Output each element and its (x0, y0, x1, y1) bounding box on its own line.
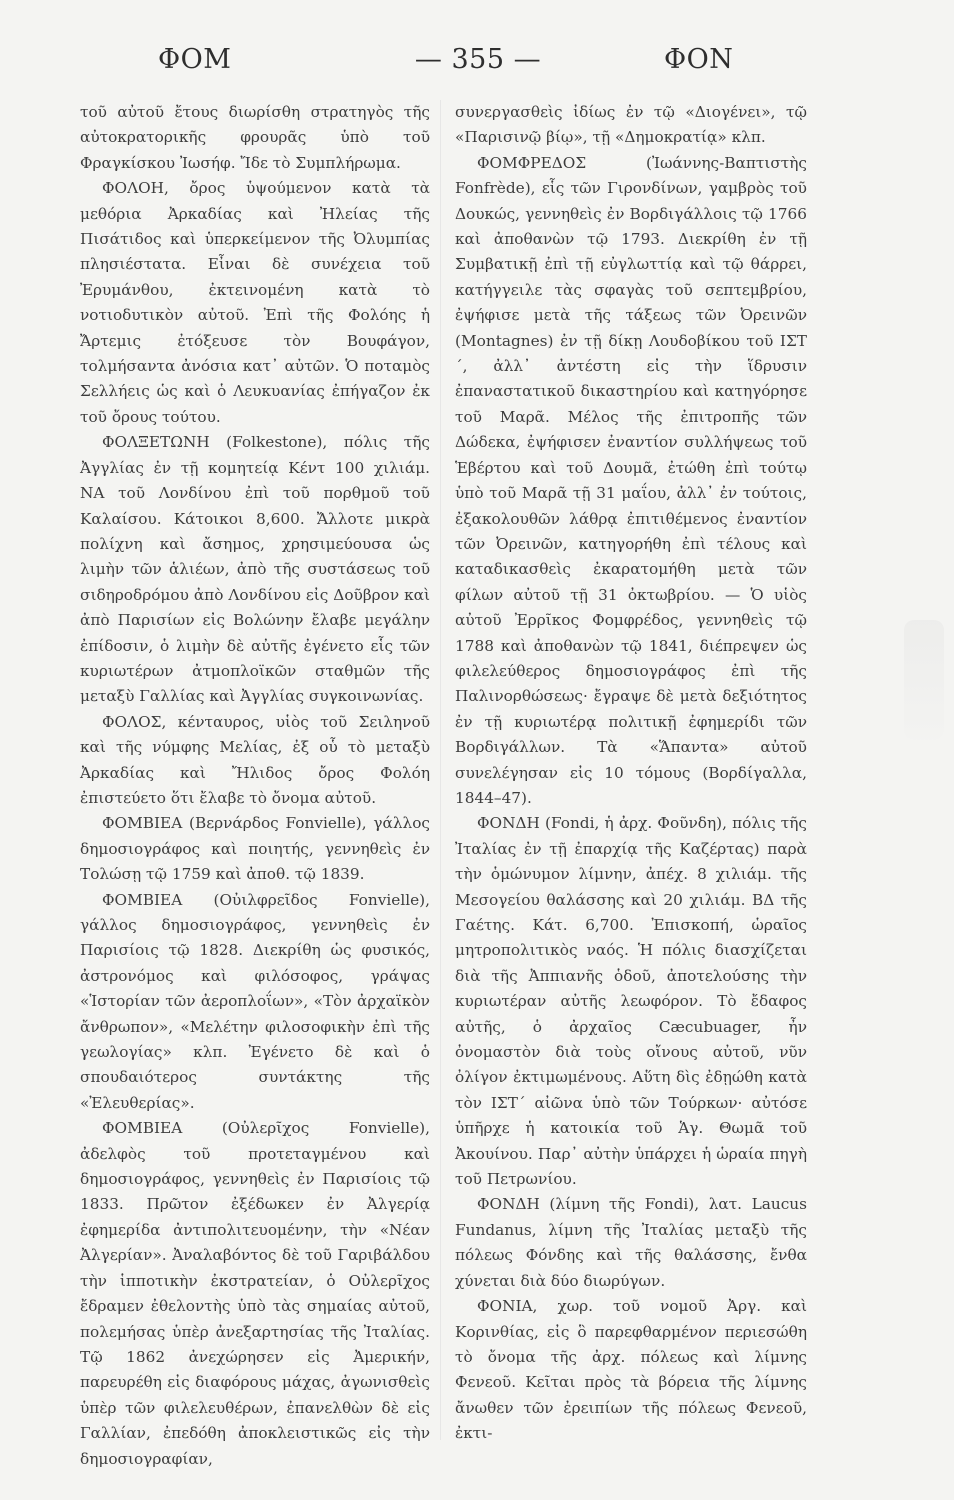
entry-folkestone: ΦΟΛΞΕΤΩΝΗ (Folkestone), πόλις τῆς Ἀγγλίας ἐν τῇ κομητείᾳ Κέντ 100 χιλιάμ. ΝΑ τοῦ Λονδίνου ἐπὶ τοῦ πορθμοῦ τοῦ Καλαίσου. Κάτοικοι 8,600. Ἄλλοτε μικρὰ πολίχνη καὶ ἄσημος, χρησιμεύουσα ὡς λιμὴν τῶν ἁλιέων, ἀπὸ τῆς συστάσεως τοῦ σιδηροδρόμου ἀπὸ Λονδίνου εἰς Δοῦβρον καὶ ἀπὸ Παρισίων εἰς Βολώνην ἔλαβε μεγάλην ἐπίδοσιν, ὁ λιμὴν δὲ αὐτῆς ἐγένετο εἷς τῶν κυριωτέρων ἀτμοπλοϊκῶν σταθμῶν τῆς μεταξὺ Γαλλίας καὶ Ἀγγλίας συγκοινωνίας. (80, 433, 430, 706)
entry-fonia: ΦΟΝΙΑ, χωρ. τοῦ νομοῦ Ἀργ. καὶ Κορινθίας, εἰς ὃ παρεφθαρμένον περιεσώθη τὸ ὄνομα τῆς ἀρχ. πόλεως καὶ λίμνης Φενεοῦ. Κεῖται πρὸς τὰ βόρεια τῆς λίμνης ἄνωθεν τῶν ἐρειπίων τῆς πόλεως Φενεοῦ, ἐκτι- (455, 1297, 807, 1443)
page-number: — 355 — (414, 44, 542, 75)
entry-foloi: ΦΟΛΟΗ, ὄρος ὑψούμενον κατὰ τὰ μεθόρια Ἀρκαδίας καὶ Ἠλείας τῆς Πισάτιδος καὶ ὑπερκείμενον τῆς Ὀλυμπίας πλησιέστατα. Εἶναι δὲ συνέχεια τοῦ Ἐρυμάνθου, ἐκτεινομένη κατὰ τὸ νοτιοδυτικὸν αὐτοῦ. Ἐπὶ τῆς Φολόης ἡ Ἄρτεμις ἐτόξευσε τὸν Βουφάγον, τολμήσαντα ἀνόσια κατ᾽ αὐτῶν. Ὁ ποταμὸς Σελλήεις ὡς καὶ ὁ Λευκυανίας ἐπήγαζον ἐκ τοῦ ὄρους τούτου. (80, 179, 430, 426)
header-left-guideword: ΦΟΜ (158, 44, 232, 75)
entry-fonfrede: ΦΟΜΦΡΕΔΟΣ (Ἰωάννης-Βαπτιστὴς Fonfrède), εἷς τῶν Γιρονδίνων, γαμβρὸς τοῦ Δουκώς, γεννηθεὶς ἐν Βορδιγάλλοις τῷ 1766 καὶ ἀποθανὼν τῷ 1793. Διεκρίθη ἐν τῇ Συμβατικῇ ἐπὶ τῇ εὐγλωττίᾳ καὶ τῷ θάρρει, κατήγγειλε τὰς σφαγὰς τοῦ σεπτεμβρίου, ἐψήφισε μετὰ τῆς τάξεως τῶν Ὀρεινῶν (Montagnes) ἐν τῇ δίκῃ Λουδοβίκου τοῦ ΙΣΤ´, ἀλλ᾽ ἀντέστη εἰς τὴν ἵδρυσιν ἐπαναστατικοῦ δικαστηρίου καὶ κατηγόρησε τοῦ Μαρᾶ. Μέλος τῆς ἐπιτροπῆς τῶν Δώδεκα, ἐψήφισεν ἐναντίον συλλήψεως τοῦ Ἑβέρτου καὶ τοῦ Δουμᾶ, ἐτώθη ἐπὶ τούτῳ ὑπὸ τοῦ Μαρᾶ τῇ 31 μαΐου, ἀλλ᾽ ἐν τούτοις, ἐξακολουθῶν λάθρᾳ ἐπιτιθέμενος ἐναντίον τῶν Ὀρεινῶν, κατηγορήθη ἐπὶ τέλους καὶ καταδικασθεὶς ἐκαρατομήθη μετὰ τῶν φίλων αὐτοῦ τῇ 31 ὀκτωβρίου. — Ὁ υἱὸς αὐτοῦ Ἐρρῖκος Φομφρέδος, γεννηθεὶς τῷ 1788 καὶ ἀποθανὼν τῷ 1841, διέπρεψεν ὡς φιλελεύθερος δημοσιογράφος ἐπὶ τῆς Παλινορθώσεως· ἔγραψε δὲ μετὰ δεξιότητος ἐν τῇ κυριωτέρᾳ πολιτικῇ ἐφημερίδι τῶν Βορδιγάλλων. Τὰ «Ἅπαντα» αὐτοῦ συνελέγησαν εἰς 10 τόμους (Βορδίγαλλα, 1844–47). (455, 153, 807, 807)
entry-fonvielle-ulric: ΦΟΜΒΙΕΑ (Οὐλερῖχος Fonvielle), ἀδελφὸς τοῦ προτεταγμένου καὶ δημοσιογράφος, γεννηθεὶς ἐν Παρισίοις τῷ 1833. Πρῶτον ἐξέδωκεν ἐν Ἀλγερίᾳ ἐφημερίδα ἀντιπολιτευομένην, τὴν «Νέαν Ἀλγερίαν». Ἀναλαβόντος δὲ τοῦ Γαριβάλδου τὴν ἱπποτικὴν ἐκστρατείαν, ὁ Οὐλερῖχος ἔδραμεν ἐθελοντὴς ὑπὸ τὰς σημαίας αὐτοῦ, πολεμήσας ὑπὲρ ἀνεξαρτησίας τῆς Ἰταλίας. Τῷ 1862 ἀνεχώρησεν εἰς Ἀμερικήν, παρευρέθη εἰς διαφόρους μάχας, ἀγωνισθεὶς ὑπὲρ τῶν φιλελευθέρων, ἐπανελθὼν δὲ εἰς Γαλλίαν, ἐπεδόθη ἀποκλειστικῶς εἰς τὴν δημοσιογραφίαν, (80, 1119, 430, 1468)
entry-fondi-lake: ΦΟΝΔΗ (λίμνη τῆς Fondi), λατ. Laucus Fundanus, λίμνη τῆς Ἰταλίας μεταξὺ τῆς πόλεως Φόνδης καὶ τῆς θαλάσσης, ἔνθα χύνεται διὰ δύο διωρύγων. (455, 1195, 807, 1290)
entry-fonvielle-bernard: ΦΟΜΒΙΕΑ (Βερνάρδος Fonvielle), γάλλος δημοσιογράφος καὶ ποιητής, γεννηθεὶς ἐν Τολώσῃ τῷ 1759 καὶ ἀποθ. τῷ 1839. (80, 814, 430, 884)
page-header (80, 44, 900, 88)
page-edge-shadow (904, 620, 944, 740)
right-column (455, 100, 807, 1447)
entry-continuation-right: συνεργασθεὶς ἰδίως ἐν τῷ «Διογένει», τῷ «Παρισινῷ βίῳ», τῇ «Δημοκρατίᾳ» κλπ. (455, 103, 807, 147)
column-divider (440, 100, 441, 1440)
left-column (80, 100, 430, 1472)
entry-continuation: τοῦ αὐτοῦ ἔτους διωρίσθη στρατηγὸς τῆς αὐτοκρατορικῆς φρουρᾶς ὑπὸ τοῦ Φραγκίσκου Ἰωσήφ. Ἴδε τὸ Συμπλήρωμα. (80, 103, 430, 172)
header-right-guideword: ΦΟΝ (664, 44, 734, 75)
entry-fonvielle-wilfrid: ΦΟΜΒΙΕΑ (Οὐιλφρεῖδος Fonvielle), γάλλος δημοσιογράφος, γεννηθεὶς ἐν Παρισίοις τῷ 1828. Διεκρίθη ὡς φυσικός, ἀστρονόμος καὶ φιλόσοφος, γράψας «Ἱστορίαν τῶν ἀεροπλοΐων», «Τὸν ἀρχαϊκὸν ἄνθρωπον», «Μελέτην φιλοσοφικὴν ἐπὶ τῆς γεωλογίας» κλπ. Ἐγένετο δὲ καὶ ὁ σπουδαιότερος συντάκτης τῆς «Ἐλευθερίας». (80, 890, 430, 1112)
entry-fondi-city: ΦΟΝΔΗ (Fondi, ἡ ἀρχ. Φοῦνδη), πόλις τῆς Ἰταλίας ἐν τῇ ἐπαρχίᾳ τῆς Καζέρτας) παρὰ τὴν ὁμώνυμον λίμνην, ἀπέχ. 8 χιλιάμ. τῆς Μεσογείου θαλάσσης καὶ 20 χιλιάμ. ΒΔ τῆς Γαέτης. Κάτ. 6,700. Ἐπισκοπή, ὡραῖος μητροπολιτικὸς ναός. Ἡ πόλις διασχίζεται διὰ τῆς Ἀππιανῆς ὁδοῦ, ἀποτελούσης τὴν κυριωτέραν αὐτῆς λεωφόρον. Τὸ ἔδαφος αὐτῆς, ὁ ἀρχαῖος Cæcubuager, ἦν ὀνομαστὸν διὰ τοὺς οἴνους αὐτοῦ, νῦν ὀλίγον ἐκτιμωμένους. Αὕτη δὶς ἐδῃώθη κατὰ τὸν ΙΣΤ´ αἰῶνα ὑπὸ τῶν Τούρκων· αὐτόσε ὑπῆρχε ἡ κατοικία τοῦ Ἁγ. Θωμᾶ τοῦ Ἀκουίνου. Παρ᾽ αὐτὴν ὑπάρχει ἡ ὡραία πηγὴ τοῦ Πετρωνίου. (455, 814, 807, 1189)
entry-folos: ΦΟΛΟΣ, κένταυρος, υἱὸς τοῦ Σειληνοῦ καὶ τῆς νύμφης Μελίας, ἐξ οὗ τὸ μεταξὺ Ἀρκαδίας καὶ Ἤλιδος ὄρος Φολόη ἐπιστεύετο ὅτι ἔλαβε τὸ ὄνομα αὐτοῦ. (80, 712, 430, 807)
